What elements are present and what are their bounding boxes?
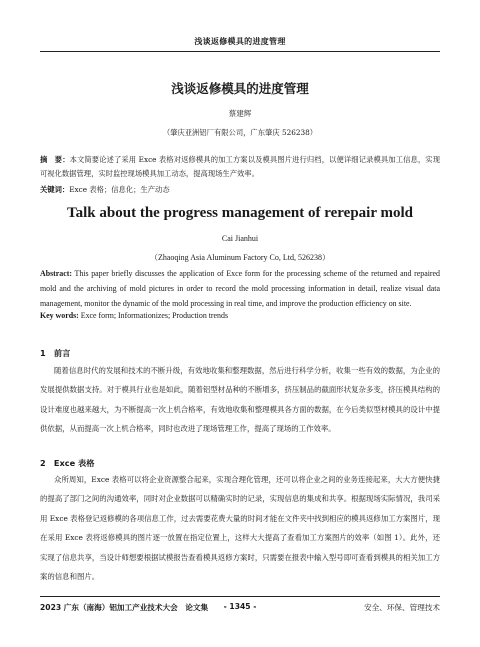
section-heading-introduction: 1 前言 — [40, 348, 71, 358]
section-heading-exce: 2 Exce 表格 — [40, 458, 95, 468]
english-abstract-label: Abstract: — [40, 269, 72, 278]
footer-rule — [40, 596, 440, 597]
header-rule — [40, 51, 440, 52]
section-paragraph-introduction: 随着信息时代的发展和技术的不断升级，有效地收集和整理数据，然后进行科学分析，收集一些有效的数据，为企业的发展提供数据支持。对于模具行业也是如此，随着铝型材品种的不断增多，挤压制品的截面形状复杂多变，挤压模具结构的设计难度也越来越大，为不断提高一次上机合格率，有效地收集和整理模具各方面的数据，在今后类似型材模具的设计中提供依据，从而提高一次上机合格率，同时也改进了现场管理工作，提高了现场的工作效率。 — [40, 366, 440, 434]
english-abstract-text: This paper briefly discusses the application of Exce form for the processing scheme of the returned and repaired mold and the archiving of mold pictures in order to record the mold processing information in detail, realize visual data management, monitor the dynamic of the mold processing in real time, and improve the production efficiency on site. — [40, 269, 440, 308]
english-author: Cai Jianhui — [221, 234, 259, 243]
chinese-keywords-label: 关键词： — [40, 185, 70, 194]
english-keywords — [40, 311, 440, 320]
english-abstract — [40, 267, 440, 311]
chinese-keywords — [40, 185, 440, 195]
page-number: - 1345 - — [223, 602, 257, 611]
english-affiliation: （Zhaoqing Asia Aluminum Factory Co, Ltd, 526238） — [150, 253, 330, 262]
chinese-affiliation: （肇庆亚洲铝厂有限公司，广东肇庆 526238） — [162, 128, 318, 137]
chinese-abstract-text: 本文简要论述了采用 Exce 表格对返修模具的加工方案以及模具图片进行归档，以便详细记录模具加工信息，实现可视化数据管理，实时监控现场模具加工动态，提高现场生产效率。 — [40, 155, 441, 178]
section-paragraph-exce: 众所周知，Exce 表格可以将企业资源整合起来，实现合理化管理，还可以将企业之间的业务连接起来，大大方便快捷的提高了部门之间的沟通效率，同时对企业数据可以精确实时的记录，实现信息的集成和共享。根据现场实际情况，我司采用 Exce 表格登记返修模的各项信息工作，过去需要花费大量的时间才能在文件夹中找到相应的模具返修加工方案图片，现在采用 Exce 表将返修模具的图片逐一放置在指定位置上，这样大大提高了查看加工方案图片的效率（如图 1）。此外，还实现了信息共享，当设计师想要根据试模报告查看模具返修方案时，只需要在报表中输入型号即可查看到模具的相关加工方案的信息和图片。 — [40, 475, 440, 582]
running-header: 浅谈返修模具的进度管理 — [194, 37, 286, 46]
chinese-keywords-text: Exce 表格；信息化；生产动态 — [69, 185, 170, 194]
english-keywords-label: Key words: — [40, 311, 79, 320]
footer-category: 安全、环保、管理技术 — [364, 603, 440, 612]
english-keywords-text: Exce form; Informationizes; Production trends — [78, 311, 229, 320]
footer-proceedings: 2023 广东（南海）铝加工产业技术大会 论文集 — [40, 603, 209, 612]
chinese-author: 蔡建辉 — [228, 109, 252, 118]
chinese-abstract — [40, 153, 440, 180]
chinese-title: 浅谈返修模具的进度管理 — [171, 81, 309, 96]
page-footer — [40, 602, 440, 616]
chinese-abstract-label: 摘 要： — [40, 155, 70, 164]
english-title: Talk about the progress management of rerepair mold — [67, 205, 413, 221]
